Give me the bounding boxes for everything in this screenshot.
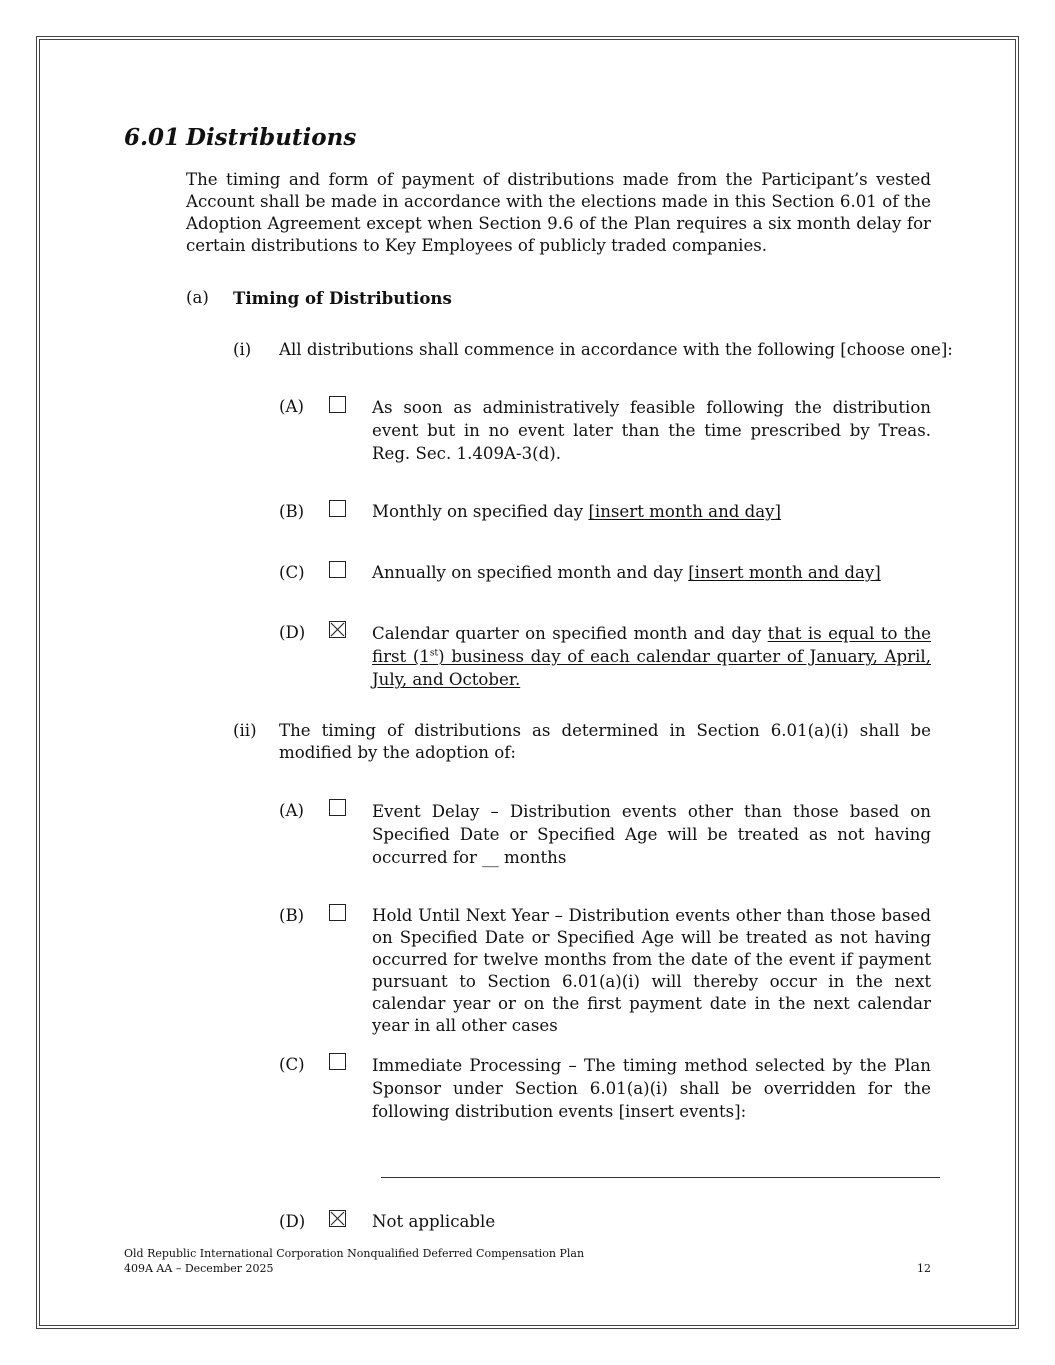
option-i-b-checkbox[interactable] xyxy=(329,500,346,517)
section-heading xyxy=(124,124,356,151)
insert-month-day-field[interactable]: [insert month and day] xyxy=(688,563,881,582)
option-ii-d-checkbox[interactable] xyxy=(329,1210,346,1227)
option-ii-d-label: (D) xyxy=(279,1212,306,1231)
checked-x-icon xyxy=(330,622,345,637)
footer-plan-name: Old Republic International Corporation Nonqualified Deferred Compensation Plan xyxy=(124,1247,585,1260)
option-i-d-checkbox[interactable] xyxy=(329,621,346,638)
option-ii-a-checkbox[interactable] xyxy=(329,799,346,816)
footer-document-id: 409A AA – December 2025 xyxy=(124,1262,274,1275)
insert-month-day-field[interactable]: [insert month and day] xyxy=(588,502,782,521)
option-ii-d-text: Not applicable xyxy=(372,1212,496,1231)
option-i-c-checkbox[interactable] xyxy=(329,561,346,578)
option-i-d-fill-part1: that is equal to the first (1 xyxy=(372,624,931,666)
section-title: Distributions xyxy=(186,124,357,151)
option-i-b-text xyxy=(372,501,931,523)
part-a-label: (a) xyxy=(186,288,209,307)
part-ii-label: (ii) xyxy=(233,721,257,740)
option-i-d-text xyxy=(372,622,931,691)
option-i-b-label: (B) xyxy=(279,502,305,521)
option-ii-b-text: Hold Until Next Year – Distribution events other than those based on Specified Date or Specified Age will be treated as not having occurred for twelve months from the date of the event if payment pursuant to Section 6.01(a)(i) will thereby occur in the next calendar year or on the first payment date in the next calendar year in all other cases xyxy=(372,906,931,1035)
option-i-d-label: (D) xyxy=(279,623,306,642)
part-a-title: Timing of Distributions xyxy=(233,288,452,308)
option-i-a-label: (A) xyxy=(279,397,304,416)
option-ii-a-label: (A) xyxy=(279,801,304,820)
section-intro: The timing and form of payment of distributions made from the Participant’s vested Account shall be made in accordance with the elections made in this Section 6.01 of the Adoption Agreement except when Section 9.6 of the Plan requires a six month delay for certain distributions to Key Employees of publicly traded companies. xyxy=(186,170,931,255)
option-i-c-label: (C) xyxy=(279,563,305,582)
checked-x-icon xyxy=(330,1211,345,1226)
option-i-d-fill-sup: st xyxy=(429,648,439,659)
option-i-d-fill-part2: ) business day of each calendar quarter of January, April, July, and October. xyxy=(372,647,931,689)
option-ii-c-text: Immediate Processing – The timing method selected by the Plan Sponsor under Section 6.01(a)(i) shall be overridden for the following distribution events [insert events]: xyxy=(372,1056,931,1121)
option-i-c-body: Annually on specified month and day xyxy=(372,563,689,582)
part-i-text: All distributions shall commence in accordance with the following [choose one]: xyxy=(279,340,953,359)
option-i-b-body: Monthly on specified day xyxy=(372,502,589,521)
option-ii-b-label: (B) xyxy=(279,906,305,925)
option-ii-b-checkbox[interactable] xyxy=(329,904,346,921)
option-i-a-checkbox[interactable] xyxy=(329,396,346,413)
option-i-c-text xyxy=(372,562,931,584)
option-i-d-body: Calendar quarter on specified month and day xyxy=(372,624,768,643)
part-i-label: (i) xyxy=(233,340,252,359)
option-ii-c-checkbox[interactable] xyxy=(329,1053,346,1070)
option-i-a-text: As soon as administratively feasible following the distribution event but in no event later than the time prescribed by Treas. Reg. Sec. 1.409A-3(d). xyxy=(372,398,931,463)
option-ii-a-text: Event Delay – Distribution events other than those based on Specified Date or Specified Age will be treated as not having occurred for __ months xyxy=(372,802,931,867)
footer-page-number: 12 xyxy=(917,1262,931,1275)
part-ii-text: The timing of distributions as determined in Section 6.01(a)(i) shall be modified by the adoption of: xyxy=(279,721,931,762)
option-ii-c-label: (C) xyxy=(279,1055,305,1074)
insert-events-line[interactable] xyxy=(381,1177,940,1178)
section-number: 6.01 xyxy=(124,124,181,151)
